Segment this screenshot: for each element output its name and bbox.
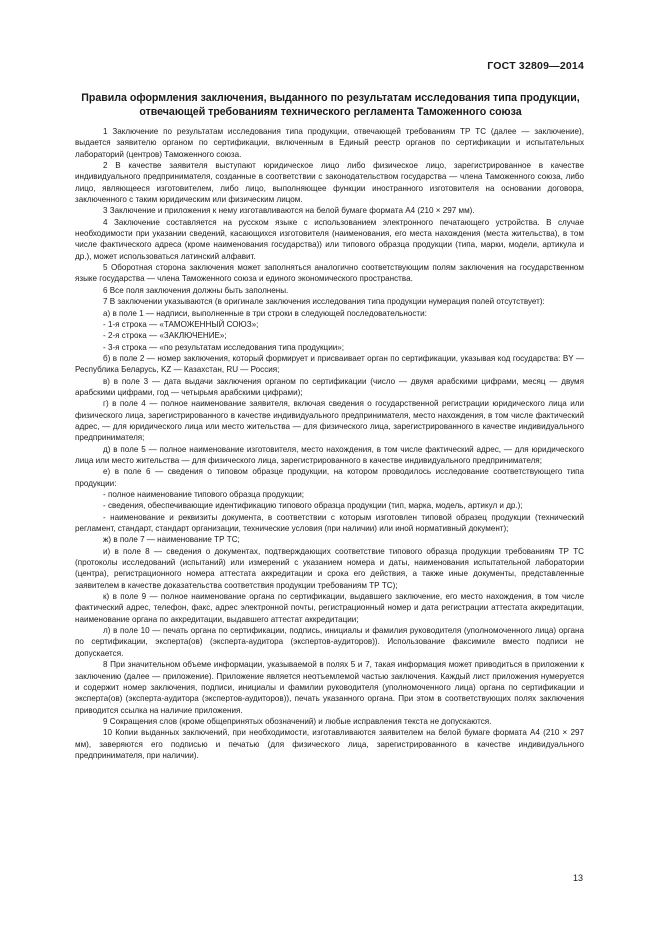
paragraph: д) в поле 5 — полное наименование изготовителя, место нахождения, в том числе фактический адрес, — для юридического лица или место жительства — для физического лица, зарегистрированного в качестве индивидуального предпринимателя;	[75, 444, 584, 465]
paragraph: к) в поле 9 — полное наименование органа по сертификации, выдавшего заключение, его место нахождения, в том числе фактический адрес, телефон, факс, адрес электронной почты, регистрационный номер и дата регистрации аттестата аккредитации, наименование органа по аккредитации, выдавшего аттестат аккредитации;	[75, 592, 584, 624]
paragraph: 6 Все поля заключения должны быть заполнены.	[103, 285, 289, 295]
paragraph: - наименование и реквизиты документа, в соответствии с которым изготовлен типовой образец продукции (технический регламент, стандарт, стандарт организации, технические условия (при наличии) или иной нормативный документ);	[75, 512, 584, 534]
title-line-2: отвечающей требованиям технического регламента Таможенного союза	[139, 106, 522, 118]
paragraph: - 3-я строка — «по результатам исследования типа продукции»;	[103, 342, 344, 352]
paragraph: е) в поле 6 — сведения о типовом образце продукции, на котором проводилось исследование соответствующего типа продукции:	[75, 467, 584, 488]
paragraph: г) в поле 4 — полное наименование заявителя, включая сведения о государственной регистрации юридического лица или физического лица, зарегистрированного в качестве индивидуального предпринимателя, место нахождения, в том числе фактический адрес, — для юридического лица или место жительства — для физического лица, зарегистрированного в качестве индивидуального предпринимателя;	[75, 399, 584, 443]
paragraph: б) в поле 2 — номер заключения, который формирует и присваивает орган по сертификации, указывая код государства: BY — Республика Беларусь, KZ — Казахстан, RU — Россия;	[75, 353, 584, 375]
section-title	[60, 91, 601, 119]
paragraph: и) в поле 8 — сведения о документах, подтверждающих соответствие типового образца продукции требованиям ТР ТС (протоколы исследований (испытаний) или измерений с указанием номера и даты, наименования испытательной лаборатории (центра), регистрационного номера аттестата аккредитации и срока его действия, а также иные документы, представленные заявителем в качестве доказательства соответствия продукции требованиям ТР ТС);	[75, 546, 584, 590]
page-number: 13	[572, 873, 583, 883]
paragraph: - 2-я строка — «ЗАКЛЮЧЕНИЕ»;	[103, 331, 227, 341]
standard-number: ГОСТ 32809—2014	[487, 60, 584, 72]
paragraph: 8 При значительном объеме информации, указываемой в полях 5 и 7, такая информация может приводиться в приложении к заключению (далее — приложение). Приложение является неотъемлемой частью заключения. Каждый лист приложения нумеруется и содержит номер заключения, подписи, инициалы и фамилии руководителя (уполномоченного лица) органа по сертификации и эксперта(ов) (эксперта-аудитора (экспертов-аудиторов)), печать указанного органа. При этом в соответствующих полях заключения приводится ссылка на наличие приложения.	[75, 660, 584, 715]
paragraph: 1 Заключение по результатам исследования типа продукции, отвечающей требованиям ТР ТС (далее — заключение), выдается заявителю органом по сертификации, включенным в Единый реестр органов по сертификации и испытательных лабораторий (центров) Таможенного союза.	[75, 127, 584, 159]
paragraph: а) в поле 1 — надписи, выполненные в три строки в следующей последовательности:	[103, 308, 427, 318]
paragraph: 4 Заключение составляется на русском языке с использованием электронного печатающего устройства. В случае необходимости при указании сведений, касающихся изготовителя (наименования, его места нахождения (места жительства), в том числе фактического адреса (кроме наименования государства)) или типового образца продукции (типа, марки, модели, артикула и др.), может использоваться латинский алфавит.	[75, 217, 584, 261]
paragraph: 5 Оборотная сторона заключения может заполняться аналогично соответствующим полям заключения на государственном языке государства — члена Таможенного союза и единого экономического пространства.	[75, 263, 584, 284]
paragraph: 10 Копии выданных заключений, при необходимости, изготавливаются заявителем на белой бумаге формата А4 (210 × 297 мм), заверяются его подписью и печатью (для физического лица, зарегистрированного в качестве индивидуального предпринимателя, при наличии).	[75, 728, 584, 760]
paragraph: в) в поле 3 — дата выдачи заключения органом по сертификации (число — двумя арабскими цифрами, месяц — двумя арабскими цифрами, год — четырьмя арабскими цифрами);	[75, 376, 584, 397]
document-body	[75, 126, 584, 761]
paragraph: л) в поле 10 — печать органа по сертификации, подпись, инициалы и фамилия руководителя (уполномоченного лица) органа по сертификации, эксперта(ов) (эксперта-аудитора (экспертов-аудиторов)). Использование факсимиле вместо подписи не допускается.	[75, 626, 584, 658]
paragraph: 9 Сокращения слов (кроме общепринятых обозначений) и любые исправления текста не допускаются.	[103, 716, 492, 726]
paragraph: ж) в поле 7 — наименование ТР ТС;	[103, 535, 240, 545]
paragraph: - сведения, обеспечивающие идентификацию типового образца продукции (тип, марка, модель, артикул и др.);	[103, 501, 523, 511]
paragraph: - 1-я строка — «ТАМОЖЕННЫЙ СОЮЗ»;	[103, 319, 259, 329]
paragraph: 7 В заключении указываются (в оригинале заключения исследования типа продукции нумерация полей отсутствует):	[103, 297, 545, 307]
title-line-1: Правила оформления заключения, выданного по результатам исследования типа продукции,	[81, 92, 580, 104]
paragraph: 3 Заключение и приложения к нему изготавливаются на белой бумаге формата А4 (210 × 297 мм).	[103, 206, 475, 216]
paragraph: 2 В качестве заявителя выступают юридическое лицо либо физическое лицо, зарегистрированное в качестве индивидуального предпринимателя, созданные в соответствии с законодательством государства — члена Таможенного союза, либо лицо, являющееся изготовителем, либо лицо, выполняющее функции иностранного изготовителя на основании договора, заключенного с таким юридическим или физическим лицом.	[75, 161, 584, 205]
paragraph: - полное наименование типового образца продукции;	[103, 490, 305, 499]
